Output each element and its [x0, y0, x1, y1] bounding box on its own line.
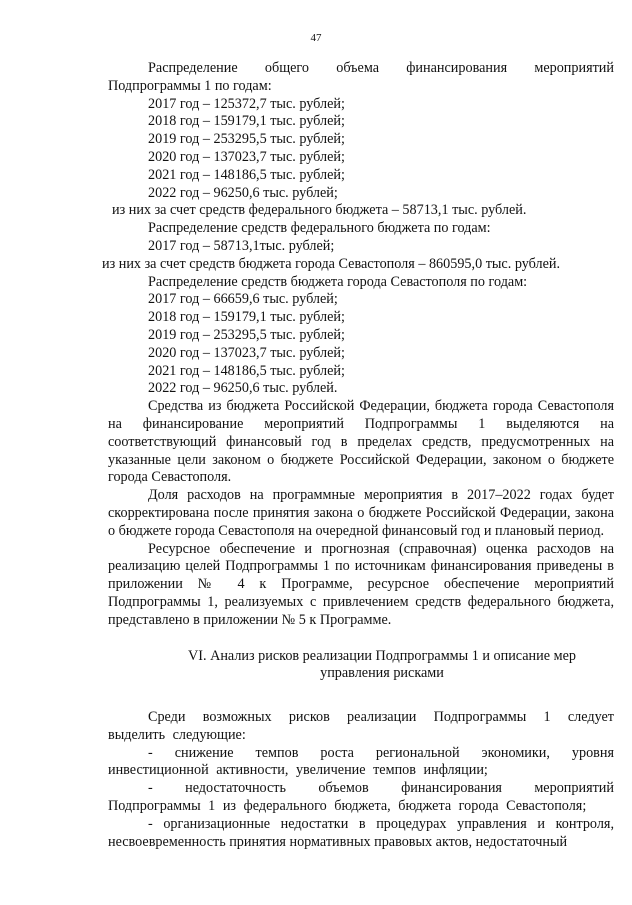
spacer — [108, 630, 614, 648]
risk-item-organizational: - организационные недостатки в процедурах управления и контроля, несвоевременность принятия нормативных правовых актов, недостаточный — [108, 815, 614, 850]
federal-year-2017: 2017 год – 58713,1тыс. рублей; — [148, 237, 335, 254]
risk-item-economy: - снижение темпов роста региональной экономики, уровня инвестиционной активности, увеличение темпов инфляции; — [108, 744, 614, 779]
city-funding-year-2019: 2019 год – 253295,5 тыс. рублей; — [148, 326, 345, 343]
city-distribution-header: Распределение средств бюджета города Севастополя по годам: — [148, 273, 528, 290]
city-funding-by-year-list — [108, 291, 614, 398]
city-funding-year-2018: 2018 год – 159179,1 тыс. рублей; — [148, 309, 345, 326]
total-funding-year-2020: 2020 год – 137023,7 тыс. рублей; — [148, 148, 345, 165]
city-funding-year-2021: 2021 год – 148186,5 тыс. рублей; — [148, 362, 345, 379]
city-funding-year-2020: 2020 год – 137023,7 тыс. рублей; — [148, 344, 345, 361]
total-funding-by-year-list — [108, 96, 614, 203]
total-funding-year-2018: 2018 год – 159179,1 тыс. рублей; — [148, 113, 345, 130]
risks-intro-paragraph: Среди возможных рисков реализации Подпрограммы 1 следует выделить следующие: — [108, 709, 614, 743]
risk-item-funding: - недостаточность объемов финансирования мероприятий Подпрограммы 1 из федерального бюджета, бюджета города Севастополя; — [108, 780, 614, 815]
city-funding-year-2022: 2022 год – 96250,6 тыс. рублей. — [148, 380, 338, 397]
total-funding-year-2019: 2019 год – 253295,5 тыс. рублей; — [148, 131, 345, 148]
federal-share-line: из них за счет средств федерального бюджета – 58713,1 тыс. рублей. — [112, 202, 527, 219]
expense-share-paragraph: Доля расходов на программные мероприятия в 2017–2022 годах будет скорректирована после принятия закона о бюджете Российской Федерации, закона о бюджете города Севастополя на очередной финансовый год и плановый период. — [108, 487, 614, 539]
total-funding-year-2022: 2022 год – 96250,6 тыс. рублей; — [148, 184, 338, 201]
page-number: 47 — [310, 32, 322, 44]
federal-distribution-header: Распределение средств федерального бюджета по годам: — [148, 220, 491, 237]
section-heading: VI. Анализ рисков реализации Подпрограммы 1 и описание мер управления рисками — [188, 647, 576, 682]
budget-allocation-paragraph: Средства из бюджета Российской Федерации, бюджета города Севастополя на финансирование мероприятий Подпрограммы 1 выделяются на соответствующий финансовый год в пределах средств, предусмотренных на указанные цели законом о бюджете Российской Федерации, законом о бюджете города Севастополя. — [108, 398, 614, 486]
total-funding-year-2017: 2017 год – 125372,7 тыс. рублей; — [148, 95, 345, 112]
city-funding-year-2017: 2017 год – 66659,6 тыс. рублей; — [148, 291, 338, 308]
funding-distribution-header: Распределение общего объема финансирования мероприятий Подпрограммы 1 по годам: — [108, 60, 614, 94]
resource-provision-paragraph: Ресурсное обеспечение и прогнозная (справочная) оценка расходов на реализацию целей Подпрограммы 1 по источникам финансирования приведены в приложении № 4 к Программе, ресурсное обеспечение мероприятий Подпрограммы 1, реализуемых с привлечением средств федерального бюджета, представлено в приложении № 5 к Программе. — [108, 540, 614, 628]
spacer — [108, 683, 614, 709]
risk-list — [108, 745, 614, 852]
city-share-line: из них за счет средств бюджета города Севастополя – 860595,0 тыс. рублей. — [102, 255, 561, 272]
total-funding-year-2021: 2021 год – 148186,5 тыс. рублей; — [148, 166, 345, 183]
page-body — [102, 60, 614, 851]
